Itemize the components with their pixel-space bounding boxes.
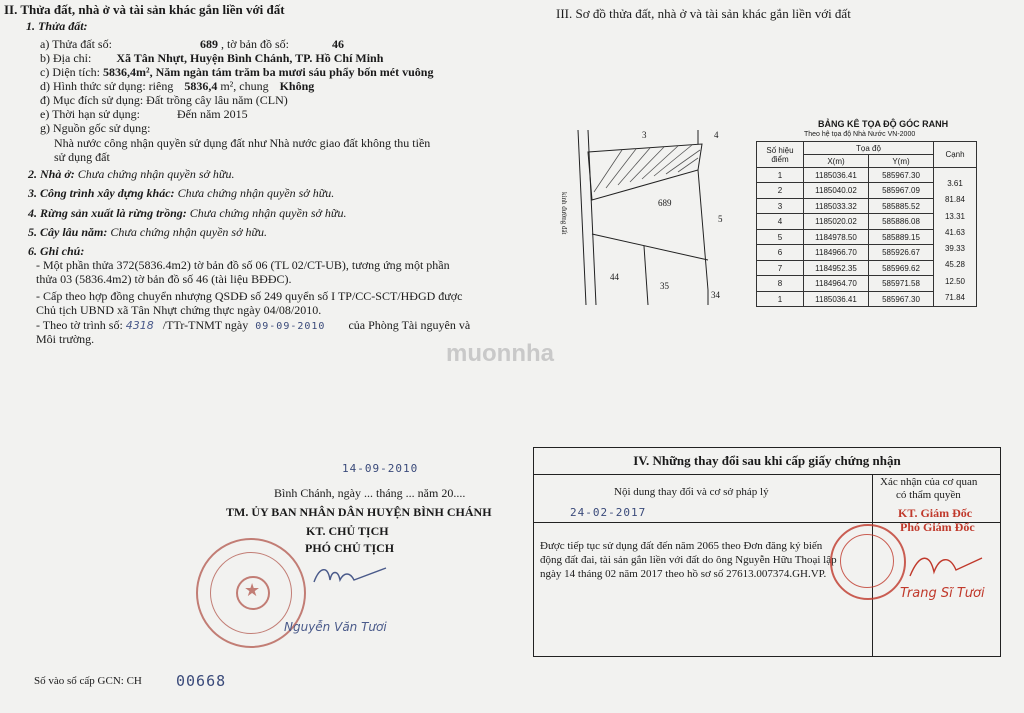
map-label-5: 5 xyxy=(718,214,723,224)
point-id: 8 xyxy=(757,276,804,291)
issue-date-stamp: 14-09-2010 xyxy=(342,462,419,475)
signature-left-scribble xyxy=(310,562,390,590)
address-row xyxy=(40,51,383,65)
change-content-line-2: động đất đai, tài sản gắn liền với đất do ông Nguyễn Hữu Thoại lập xyxy=(540,554,837,566)
coord-table-header xyxy=(757,142,977,155)
changes-col-content: Nội dung thay đổi và cơ sở pháp lý xyxy=(614,486,769,498)
table-row xyxy=(757,168,977,183)
map-label-3: 3 xyxy=(642,130,647,140)
point-id: 6 xyxy=(757,245,804,260)
map-label-4: 4 xyxy=(714,130,719,140)
point-id: 3 xyxy=(757,198,804,213)
perennial-row xyxy=(28,225,267,239)
x-coord: 1185020.02 xyxy=(804,214,869,229)
x-coord: 1185036.41 xyxy=(804,168,869,183)
coord-table-subtitle: Theo hệ tọa độ Nhà Nước VN-2000 xyxy=(804,131,916,138)
forest-value: Chưa chứng nhận quyền sở hữu. xyxy=(189,206,347,220)
map-label-35: 35 xyxy=(660,281,669,291)
x-coord: 1184964.70 xyxy=(804,276,869,291)
point-id: 7 xyxy=(757,260,804,275)
changes-section xyxy=(533,447,1001,657)
note-submission-number: 4318 xyxy=(125,319,154,332)
coord-table-title: BẢNG KÊ TỌA ĐỘ GÓC RANH xyxy=(818,119,949,129)
map-sheet-label: , tờ bản đồ số: xyxy=(220,37,289,51)
y-coord: 585969.62 xyxy=(869,260,934,275)
map-label-689: 689 xyxy=(658,198,672,208)
perennial-value: Chưa chứng nhận quyền sở hữu. xyxy=(110,225,268,239)
changes-title: IV. Những thay đổi sau khi cấp giấy chứng nhận xyxy=(633,453,901,468)
private-area: 5836,4 xyxy=(184,79,218,93)
changes-header xyxy=(534,448,1000,475)
note-submission-ref: /TTr-TNMT ngày xyxy=(162,318,249,332)
purpose-row xyxy=(40,93,288,107)
forest-row xyxy=(28,206,346,220)
area-value: 5836,4m², Năm ngàn tám trăm ba mươi sáu phẩy bốn mét vuông xyxy=(102,65,434,79)
point-id: 1 xyxy=(757,168,804,183)
section-2-title: II. Thửa đất, nhà ở và tài sản khác gắn liền với đất xyxy=(4,2,285,17)
changes-col-confirm-1: Xác nhận của cơ quan xyxy=(880,476,978,488)
edge-length: 71.84 xyxy=(944,293,966,303)
house-value: Chưa chứng nhận quyền sở hữu. xyxy=(77,167,235,181)
map-road-label: kinh đường đất xyxy=(560,192,568,235)
change-content-line-3: ngày 14 tháng 02 năm 2017 theo hồ sơ số 27613.007374.GH.VP. xyxy=(540,568,827,580)
note-line-5 xyxy=(36,318,470,334)
edge-length: 12.50 xyxy=(944,276,966,286)
col-edge: Cạnh xyxy=(934,142,977,168)
parcel-number-row xyxy=(40,37,344,51)
col-y: Y(m) xyxy=(869,155,934,168)
y-coord: 585967.09 xyxy=(869,183,934,198)
note-submission-dept: của Phòng Tài nguyên và xyxy=(348,318,471,332)
parcel-map xyxy=(570,130,740,305)
x-coord: 1184966.70 xyxy=(804,245,869,260)
house-label: 2. Nhà ở: xyxy=(28,167,75,181)
usage-form-label: d) Hình thức sử dụng: riêng xyxy=(40,79,174,93)
confirm-role-2: Phó Giám Đốc xyxy=(900,520,975,534)
y-coord: 585971.58 xyxy=(869,276,934,291)
origin-label: g) Nguồn gốc sử dụng: xyxy=(40,121,151,135)
register-label: Số vào sổ cấp GCN: CH xyxy=(34,675,142,687)
note-line-1: - Một phần thửa 372(5836.4m2) tờ bản đồ số 06 (TL 02/CT-UB), tương ứng một phần xyxy=(36,258,450,272)
address-value: Xã Tân Nhựt, Huyện Bình Chánh, TP. Hồ Chí Minh xyxy=(116,51,384,65)
perennial-label: 5. Cây lâu năm: xyxy=(28,225,108,239)
usage-form-row xyxy=(40,79,314,93)
edge-length: 39.33 xyxy=(944,244,966,254)
col-x: X(m) xyxy=(804,155,869,168)
y-coord: 585967.30 xyxy=(869,291,934,307)
parcel-number: 689 xyxy=(199,37,218,51)
shared-area: Không xyxy=(279,79,315,93)
x-coord: 1184952.35 xyxy=(804,260,869,275)
parcel-label: a) Thửa đất số: xyxy=(40,37,112,51)
purpose-label: đ) Mục đích sử dụng: xyxy=(40,93,144,107)
confirm-signer: Trang Sĩ Tươi xyxy=(900,586,985,601)
map-label-34: 34 xyxy=(711,290,720,300)
map-sheet-number: 46 xyxy=(331,37,344,51)
confirm-role-1: KT. Giám Đốc xyxy=(898,506,973,520)
changes-col-confirm-2: có thẩm quyền xyxy=(896,489,961,501)
y-coord: 585885.52 xyxy=(869,198,934,213)
note-line-3: - Cấp theo hợp đồng chuyển nhượng QSDĐ số 249 quyển số I TP/CC-SCT/HĐGD được xyxy=(36,289,463,303)
y-coord: 585967.30 xyxy=(869,168,934,183)
origin-value-line-1: Nhà nước công nhận quyền sử dụng đất như Nhà nước giao đất không thu tiền xyxy=(54,136,431,150)
y-coord: 585886.08 xyxy=(869,214,934,229)
edge-length: 13.31 xyxy=(944,211,966,221)
edge-length: 81.84 xyxy=(944,195,966,205)
y-coord: 585926.67 xyxy=(869,245,934,260)
place-date: Bình Chánh, ngày ... tháng ... năm 20.... xyxy=(274,486,466,500)
purpose-value: Đất trồng cây lâu năm (CLN) xyxy=(146,93,288,107)
forest-label: 4. Rừng sản xuất là rừng trồng: xyxy=(28,206,187,220)
x-coord: 1185033.32 xyxy=(804,198,869,213)
col-point: Số hiệu điểm xyxy=(757,142,804,168)
area-row xyxy=(40,65,433,79)
construction-value: Chưa chứng nhận quyền sở hữu. xyxy=(177,186,335,200)
signer-role-2: PHÓ CHỦ TỊCH xyxy=(305,541,395,555)
official-seal-right xyxy=(830,524,906,600)
item-1-label: 1. Thửa đất: xyxy=(26,19,88,33)
x-coord: 1184978.50 xyxy=(804,229,869,244)
col-coord: Tọa độ xyxy=(804,142,934,155)
edge-lengths xyxy=(934,168,977,307)
point-id: 1 xyxy=(757,291,804,307)
edge-length: 41.63 xyxy=(944,227,966,237)
change-content-line-1: Được tiếp tục sử dụng đất đến năm 2065 theo Đơn đăng ký biến xyxy=(540,540,823,552)
edge-length: 45.28 xyxy=(944,260,966,270)
star-icon: ★ xyxy=(244,580,261,600)
house-row xyxy=(28,167,234,181)
signature-right-scribble xyxy=(906,548,986,584)
origin-value-line-2: sử dụng đất xyxy=(54,150,110,164)
signer-role-1: KT. CHỦ TỊCH xyxy=(306,524,389,538)
watermark-logo: muonnha xyxy=(446,340,554,367)
x-coord: 1185036.41 xyxy=(804,291,869,307)
note-submission-date: 09-09-2010 xyxy=(255,321,326,332)
edge-length: 3.61 xyxy=(947,179,963,188)
register-number: 00668 xyxy=(176,672,227,690)
signer-name-left: Nguyễn Văn Tươi xyxy=(284,620,387,634)
construction-label: 3. Công trình xây dựng khác: xyxy=(28,186,175,200)
note-line-6: Môi trường. xyxy=(36,332,95,346)
term-row xyxy=(40,107,248,121)
term-value: Đến năm 2015 xyxy=(176,107,248,121)
section-3-title: III. Sơ đồ thửa đất, nhà ở và tài sản khác gắn liền với đất xyxy=(556,6,851,21)
coord-table xyxy=(756,141,977,307)
address-label: b) Địa chỉ: xyxy=(40,51,92,65)
change-date: 24-02-2017 xyxy=(570,506,647,519)
note-line-2: thửa 03 (5836.4m2) tờ bản đồ số 46 (tài liệu BĐĐC). xyxy=(36,272,292,286)
point-id: 5 xyxy=(757,229,804,244)
y-coord: 585889.15 xyxy=(869,229,934,244)
point-id: 4 xyxy=(757,214,804,229)
note-submission-label: - Theo tờ trình số: xyxy=(36,318,123,332)
map-label-44: 44 xyxy=(610,272,619,282)
notes-label: 6. Ghi chú: xyxy=(28,244,85,258)
usage-unit: m², chung xyxy=(220,79,269,93)
note-line-4: Chủ tịch UBND xã Tân Nhựt chứng thực ngày 04/08/2010. xyxy=(36,303,322,317)
construction-row xyxy=(28,186,334,200)
x-coord: 1185040.02 xyxy=(804,183,869,198)
point-id: 2 xyxy=(757,183,804,198)
term-label: e) Thời hạn sử dụng: xyxy=(40,107,140,121)
issuing-org: TM. ỦY BAN NHÂN DÂN HUYỆN BÌNH CHÁNH xyxy=(226,505,492,519)
area-label: c) Diện tích: xyxy=(40,65,100,79)
